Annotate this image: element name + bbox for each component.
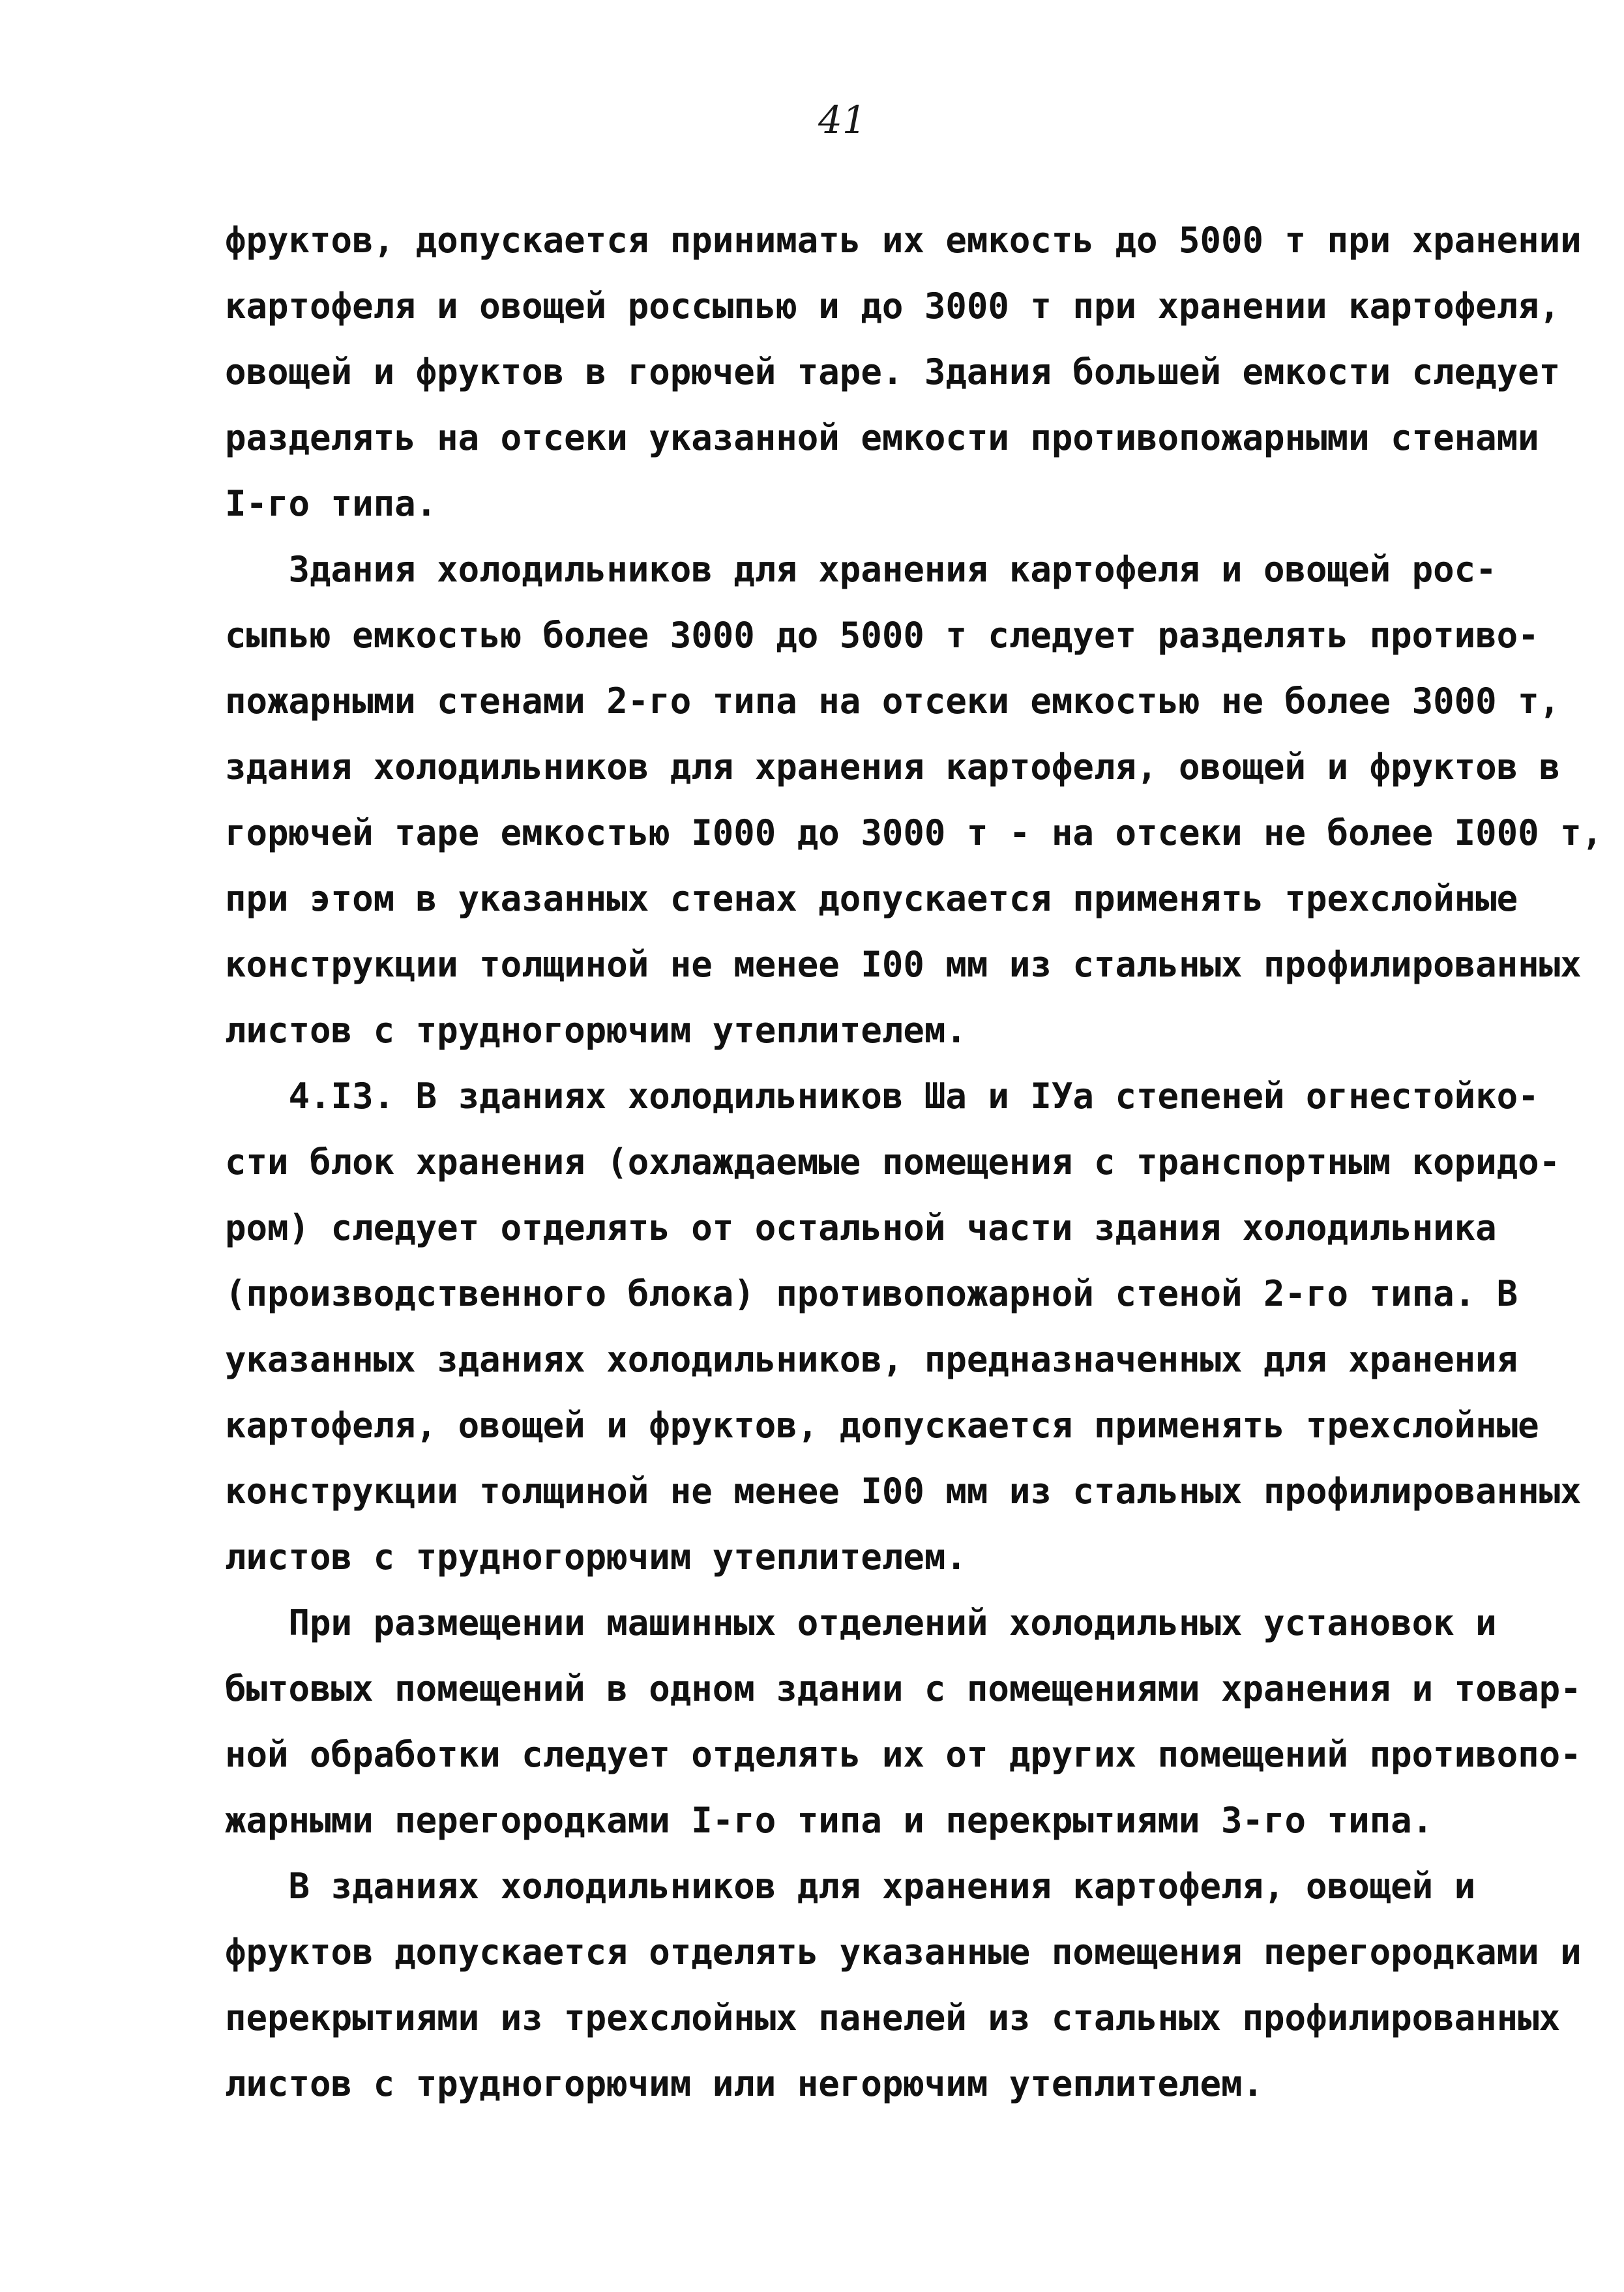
text-line: жарными перегородками I-го типа и перекрытиями 3-го типа. [225, 1800, 1434, 1841]
text-line: конструкции толщиной не менее I00 мм из стальных профилированных [225, 944, 1582, 985]
text-line: ной обработки следует отделять их от других помещений противопо- [225, 1734, 1582, 1775]
page-number: 41 [818, 98, 866, 142]
paragraph [225, 207, 1582, 536]
text-line: фруктов допускается отделять указанные помещения перегородками и [225, 1932, 1582, 1973]
text-line: сыпью емкостью более 3000 до 5000 т следует разделять противо- [225, 615, 1539, 656]
text-line: пожарными стенами 2-го типа на отсеки емкостью не более 3000 т, [225, 681, 1561, 722]
text-line: I-го типа. [225, 483, 437, 524]
paragraph [225, 1853, 1582, 2117]
body-text [225, 207, 1603, 2117]
paragraph [225, 536, 1603, 1063]
paragraph [225, 1063, 1582, 1590]
text-line: указанных зданиях холодильников, предназначенных для хранения [225, 1339, 1518, 1380]
text-line: (производственного блока) противопожарной стеной 2-го типа. В [225, 1273, 1518, 1314]
text-line: бытовых помещений в одном здании с помещениями хранения и товар- [225, 1668, 1582, 1709]
text-line: При размещении машинных отделений холодильных установок и [225, 1602, 1497, 1643]
text-line: разделять на отсеки указанной емкости противопожарными стенами [225, 417, 1539, 458]
text-line: конструкции толщиной не менее I00 мм из стальных профилированных [225, 1471, 1582, 1512]
text-line: листов с трудногорючим утеплителем. [225, 1010, 967, 1051]
text-line: картофеля и овощей россыпью и до 3000 т при хранении картофеля, [225, 286, 1561, 327]
text-line: 4.I3. В зданиях холодильников Шa и IУа степеней огнестойко- [225, 1076, 1539, 1117]
text-line: сти блок хранения (охлаждаемые помещения с транспортным коридо- [225, 1141, 1561, 1183]
paragraph [225, 1590, 1582, 1853]
text-line: листов с трудногорючим или негорючим утеплителем. [225, 2063, 1264, 2104]
text-line: ром) следует отделять от остальной части здания холодильника [225, 1207, 1497, 1248]
text-line: при этом в указанных стенах допускается применять трехслойные [225, 878, 1518, 919]
text-line: овощей и фруктов в горючей таре. Здания большей емкости следует [225, 351, 1561, 392]
text-line: листов с трудногорючим утеплителем. [225, 1536, 967, 1578]
text-line: фруктов, допускается принимать их емкость до 5000 т при хранении [225, 220, 1582, 261]
text-line: картофеля, овощей и фруктов, допускается применять трехслойные [225, 1405, 1539, 1446]
text-line: перекрытиями из трехслойных панелей из стальных профилированных [225, 1997, 1561, 2038]
text-line: здания холодильников для хранения картофеля, овощей и фруктов в [225, 746, 1561, 787]
text-line: горючей таре емкостью I000 до 3000 т - на отсеки не более I000 т, [225, 812, 1603, 853]
text-line: Здания холодильников для хранения картофеля и овощей рос- [225, 549, 1497, 590]
text-line: В зданиях холодильников для хранения картофеля, овощей и [225, 1866, 1476, 1907]
